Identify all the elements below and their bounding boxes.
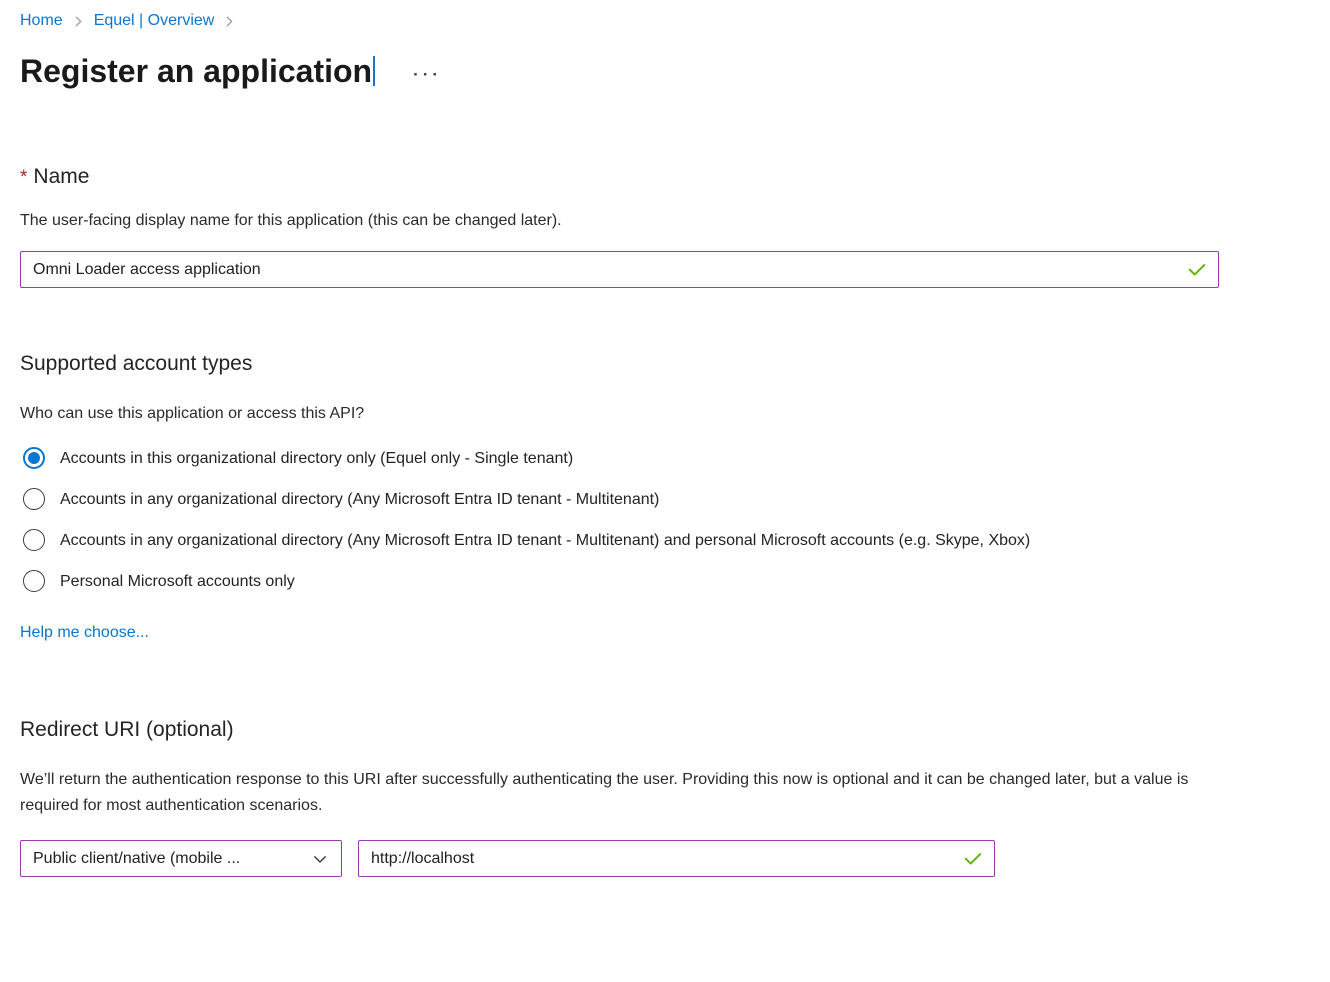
- radio-selected-icon[interactable]: [23, 447, 45, 469]
- breadcrumb: [20, 12, 1330, 30]
- name-field-description: The user-facing display name for this application (this can be changed later).: [20, 212, 562, 229]
- account-types-question: Who can use this application or access this API?: [20, 405, 365, 422]
- redirect-uri-description: We’ll return the authentication response to this URI after successfully authenticating the user. Providing this now is optional and it can be changed later, but a value is required for most authentication scenarios.: [20, 771, 1189, 814]
- breadcrumb-app-overview-link[interactable]: Equel | Overview: [93, 12, 215, 29]
- more-options-icon[interactable]: ···: [413, 64, 443, 84]
- text-cursor: [373, 56, 375, 86]
- radio-option-label: Accounts in this organizational directory only (Equel only - Single tenant): [60, 450, 574, 467]
- platform-select-value: Public client/native (mobile ...: [33, 849, 241, 867]
- account-types-radio-group: [23, 446, 1330, 595]
- radio-option-single-tenant[interactable]: [23, 446, 1330, 472]
- radio-unselected-icon[interactable]: [23, 529, 45, 551]
- chevron-right-icon: [72, 14, 85, 29]
- radio-option-label: Personal Microsoft accounts only: [60, 573, 295, 590]
- redirect-uri-input[interactable]: [371, 850, 962, 868]
- radio-option-multitenant-personal[interactable]: [23, 528, 1330, 554]
- redirect-uri-controls: [20, 840, 1330, 877]
- radio-option-label: Accounts in any organizational directory (Any Microsoft Entra ID tenant - Multitenant) and personal Microsoft accounts (e.g. Skype, Xbox): [60, 532, 1031, 549]
- redirect-uri-heading: Redirect URI (optional): [20, 718, 234, 741]
- radio-option-multitenant[interactable]: [23, 487, 1330, 513]
- name-input-container: [20, 251, 1219, 288]
- required-asterisk: *: [20, 167, 28, 188]
- page-title: Register an application: [20, 52, 373, 89]
- supported-account-types-heading: Supported account types: [20, 352, 253, 375]
- help-me-choose-link[interactable]: Help me choose...: [20, 624, 149, 641]
- breadcrumb-home-link[interactable]: Home: [20, 12, 63, 29]
- name-input[interactable]: [33, 261, 1186, 279]
- chevron-down-icon: [311, 850, 329, 868]
- redirect-uri-input-container: [358, 840, 995, 877]
- radio-option-label: Accounts in any organizational directory (Any Microsoft Entra ID tenant - Multitenant): [60, 491, 660, 508]
- name-field-label: [20, 165, 1330, 189]
- valid-check-icon: [962, 848, 984, 870]
- valid-check-icon: [1186, 259, 1208, 281]
- chevron-right-icon: [223, 14, 236, 29]
- radio-unselected-icon[interactable]: [23, 488, 45, 510]
- radio-option-personal-only[interactable]: [23, 569, 1330, 595]
- platform-select-dropdown[interactable]: [20, 840, 342, 877]
- radio-unselected-icon[interactable]: [23, 570, 45, 592]
- name-label-text: Name: [33, 165, 90, 188]
- title-row: [20, 49, 1330, 93]
